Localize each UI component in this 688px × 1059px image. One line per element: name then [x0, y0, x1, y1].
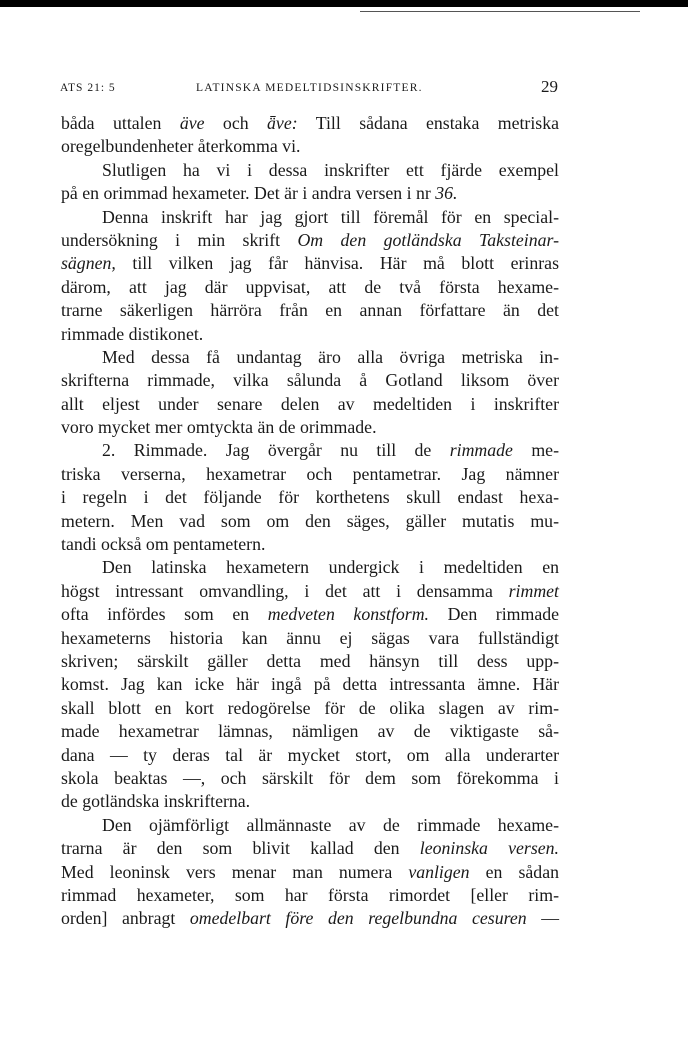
text-segment: komst. Jag kan icke här ingå på detta intressanta ämne. Här — [61, 674, 559, 695]
text-segment: skola beaktas —, och särskilt för dem som förekomma i — [61, 767, 559, 788]
text-line — [61, 135, 559, 158]
text-line — [61, 861, 559, 884]
italic-text: omedelbart före den regelbundna cesuren — [189, 908, 527, 929]
text-line — [61, 323, 559, 346]
text-segment: ofta infördes som en — [61, 604, 268, 625]
text-line — [61, 580, 559, 603]
top-border — [0, 0, 688, 7]
text-line — [61, 556, 559, 579]
italic-text: medveten konstform. — [267, 604, 429, 625]
text-line — [61, 697, 559, 720]
italic-text: Om den gotländska Taksteinar- — [297, 229, 559, 250]
text-line — [61, 907, 559, 930]
text-segment: Med leoninsk vers menar man numera — [61, 861, 409, 882]
running-header — [60, 77, 558, 102]
header-journal-ref: ATS 21: 5 — [60, 82, 116, 94]
text-segment: skrifterna rimmade, vilka sålunda å Gotland liksom över — [61, 370, 559, 391]
text-segment: allt eljest under senare delen av medeltiden i inskrifter — [61, 393, 559, 414]
italic-text: vanligen — [408, 861, 470, 882]
text-segment: högst intressant omvandling, i det att i densamma — [61, 580, 509, 601]
text-segment: Till sådana enstaka metriska — [297, 113, 559, 133]
text-segment: voro mycket mer omtyckta än de orimmade. — [61, 417, 377, 438]
italic-text: 36. — [435, 183, 458, 204]
text-segment: me- — [512, 440, 559, 461]
text-line — [61, 603, 559, 626]
text-line — [61, 439, 559, 462]
text-line — [61, 650, 559, 673]
text-segment: skall blott en kort redogörelse för de olika slagen av rim- — [61, 697, 559, 718]
text-segment: och — [204, 113, 268, 133]
text-segment: Den ojämförligt allmännaste av de rimmade hexame- — [102, 814, 559, 835]
text-segment: undersökning i min skrift — [61, 229, 298, 250]
text-line — [61, 229, 559, 252]
text-segment: orden] anbragt — [61, 908, 190, 929]
text-line — [61, 276, 559, 299]
text-line — [61, 790, 559, 813]
text-segment: skriven; särskilt gäller detta med hänsyn till dess upp- — [61, 650, 559, 671]
text-segment: Denna inskrift har jag gjort till föremål för en special- — [102, 206, 559, 227]
text-segment: rimmad hexameter, som har första rimordet [eller rim- — [61, 884, 559, 905]
text-segment: 2. Rimmade. Jag övergår nu till de — [102, 440, 450, 461]
body-text — [61, 112, 559, 931]
text-line — [61, 884, 559, 907]
text-line — [61, 369, 559, 392]
text-segment: trarne säkerligen härröra från en annan författare än det — [61, 300, 559, 321]
text-line — [61, 720, 559, 743]
text-line — [61, 206, 559, 229]
header-title: LATINSKA MEDELTIDSINSKRIFTER. — [196, 82, 423, 94]
italic-text: rimmet — [508, 580, 559, 601]
text-segment: oregelbundenheter återkomma vi. — [61, 136, 301, 157]
text-line — [61, 486, 559, 509]
text-line — [61, 416, 559, 439]
text-segment: på en orimmad hexameter. Det är i andra versen i nr — [61, 183, 436, 204]
text-segment: made hexametrar lämnas, nämligen av de viktigaste så- — [61, 721, 559, 742]
text-segment: i regeln i det följande för korthetens skull endast hexa- — [61, 487, 559, 508]
text-segment: Med dessa få undantag äro alla övriga metriska in- — [102, 346, 559, 367]
text-segment: därom, att jag där uppvisat, att de två första hexame- — [61, 276, 559, 297]
italic-text: ǟve: — [267, 113, 298, 133]
text-line — [61, 159, 559, 182]
text-segment: båda uttalen — [61, 113, 180, 133]
italic-text: leoninska versen. — [419, 838, 559, 859]
text-line — [61, 182, 559, 205]
text-line — [61, 112, 559, 135]
text-line — [61, 463, 559, 486]
text-segment: hexameterns historia kan ännu ej sägas vara fullständigt — [61, 627, 559, 648]
italic-text: sägnen, — [61, 253, 116, 274]
text-segment: Slutligen ha vi i dessa inskrifter ett fjärde exempel — [102, 159, 559, 180]
text-line — [61, 510, 559, 533]
text-line — [61, 814, 559, 837]
text-line — [61, 533, 559, 556]
text-segment: triska verserna, hexametrar och pentametrar. Jag nämner — [61, 463, 559, 484]
text-segment: Den latinska hexametern undergick i medeltiden en — [102, 557, 559, 578]
text-segment: — — [526, 908, 560, 929]
top-border-thin — [360, 11, 640, 12]
text-segment: dana — ty deras tal är mycket stort, om alla underarter — [61, 744, 559, 765]
text-line — [61, 299, 559, 322]
text-line — [61, 837, 559, 860]
text-segment: rimmade distikonet. — [61, 323, 204, 344]
text-segment: de gotländska inskrifterna. — [61, 791, 251, 812]
text-line — [61, 627, 559, 650]
text-segment: metern. Men vad som om den säges, gäller mutatis mu- — [61, 510, 559, 531]
text-line — [61, 673, 559, 696]
text-line — [61, 767, 559, 790]
text-line — [61, 346, 559, 369]
italic-text: äve — [179, 113, 205, 133]
text-segment: till vilken jag får hänvisa. Här må blott erinras — [115, 253, 559, 274]
text-segment: Den rimmade — [429, 604, 559, 625]
text-segment: tandi också om pentametern. — [61, 534, 266, 555]
text-segment: trarna är den som blivit kallad den — [61, 838, 420, 859]
text-segment: en sådan — [469, 861, 559, 882]
text-line — [61, 744, 559, 767]
italic-text: rimmade — [449, 440, 513, 461]
text-line — [61, 393, 559, 416]
page-number: 29 — [541, 77, 558, 96]
text-line — [61, 252, 559, 275]
